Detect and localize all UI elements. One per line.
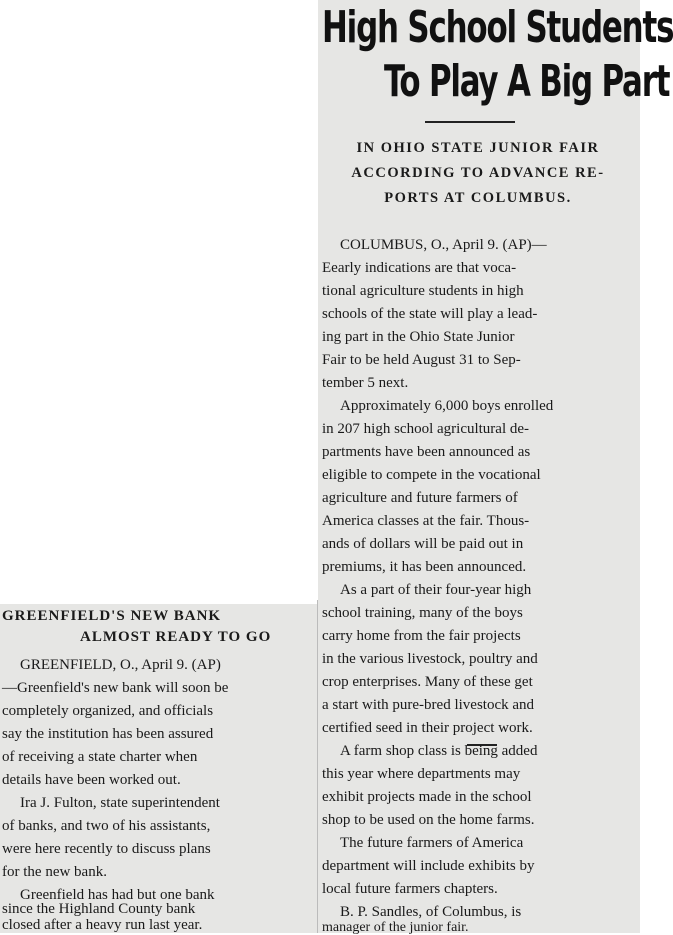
right-text-line: partments have been announced as: [322, 444, 531, 460]
right-text-line: COLUMBUS, O., April 9. (AP)—: [340, 237, 547, 253]
right-text-line: tember 5 next.: [322, 375, 409, 391]
left-headline-line-1: GREENFIELD'S NEW BANK: [2, 608, 222, 624]
right-text-line: exhibit projects made in the school: [322, 789, 532, 805]
right-text-line: manager of the junior fair.: [322, 920, 469, 935]
right-text-line: B. P. Sandles, of Columbus, is: [340, 904, 522, 920]
right-text-line: eligible to compete in the vocational: [322, 467, 541, 483]
right-text-line: agriculture and future farmers of: [322, 490, 518, 506]
deck-line-2: ACCORDING TO ADVANCE RE-: [351, 165, 605, 181]
right-text-line: America classes at the fair. Thous-: [322, 513, 530, 529]
left-text-line: of banks, and two of his assistants,: [2, 818, 211, 834]
right-text-line: school training, many of the boys: [322, 605, 523, 621]
headline-line-2: To Play A Big Part: [384, 56, 670, 107]
left-text-line: since the Highland County bank: [2, 901, 196, 917]
headline-rule: [425, 121, 515, 123]
left-text-line: were here recently to discuss plans: [2, 841, 211, 857]
left-text-line: Ira J. Fulton, state superintendent: [20, 795, 220, 811]
right-text-line: A farm shop class is being added: [340, 743, 538, 759]
right-text-line: in the various livestock, poultry and: [322, 651, 538, 667]
right-text-line: schools of the state will play a lead-: [322, 306, 538, 322]
headline-line-1: High School Students: [322, 2, 673, 53]
right-text-line: this year where departments may: [322, 766, 521, 782]
right-text-line: certified seed in their project work.: [322, 720, 533, 736]
right-text-line: tional agriculture students in high: [322, 283, 524, 299]
left-text-line: details have been worked out.: [2, 772, 181, 788]
right-text-line: a start with pure-bred livestock and: [322, 697, 535, 713]
right-text-line: crop enterprises. Many of these get: [322, 674, 533, 690]
left-text-line: —Greenfield's new bank will soon be: [2, 680, 229, 696]
deck-line-3: PORTS AT COLUMBUS.: [384, 190, 572, 206]
right-text-line: Approximately 6,000 boys enrolled: [340, 398, 554, 414]
deck-line-1: IN OHIO STATE JUNIOR FAIR: [356, 140, 600, 156]
right-text-line: department will include exhibits by: [322, 858, 535, 874]
left-text-line: GREENFIELD, O., April 9. (AP): [20, 657, 221, 673]
left-text-line: closed after a heavy run last year.: [2, 917, 203, 933]
left-text-line: Greenfield has had but one bank: [20, 887, 215, 903]
right-text-line: in 207 high school agricultural de-: [322, 421, 530, 437]
right-text-line: Eearly indications are that voca-: [322, 260, 517, 276]
left-text-line: completely organized, and officials: [2, 703, 214, 719]
right-text-line: Fair to be held August 31 to Sep-: [322, 352, 521, 368]
left-text-line: for the new bank.: [2, 864, 107, 880]
left-headline-line-2: ALMOST READY TO GO: [80, 629, 272, 645]
right-text-line: ing part in the Ohio State Junior: [322, 329, 515, 345]
right-text-line: shop to be used on the home farms.: [322, 812, 535, 828]
right-text-line: ands of dollars will be paid out in: [322, 536, 524, 552]
right-text-line: premiums, it has been announced.: [322, 559, 527, 575]
right-text-line: The future farmers of America: [340, 835, 524, 851]
right-text-line: carry home from the fair projects: [322, 628, 521, 644]
right-text-line: local future farmers chapters.: [322, 881, 498, 897]
right-text-line: As a part of their four-year high: [340, 582, 532, 598]
left-text-line: say the institution has been assured: [2, 726, 214, 742]
column-divider: [317, 600, 318, 933]
left-text-line: of receiving a state charter when: [2, 749, 198, 765]
